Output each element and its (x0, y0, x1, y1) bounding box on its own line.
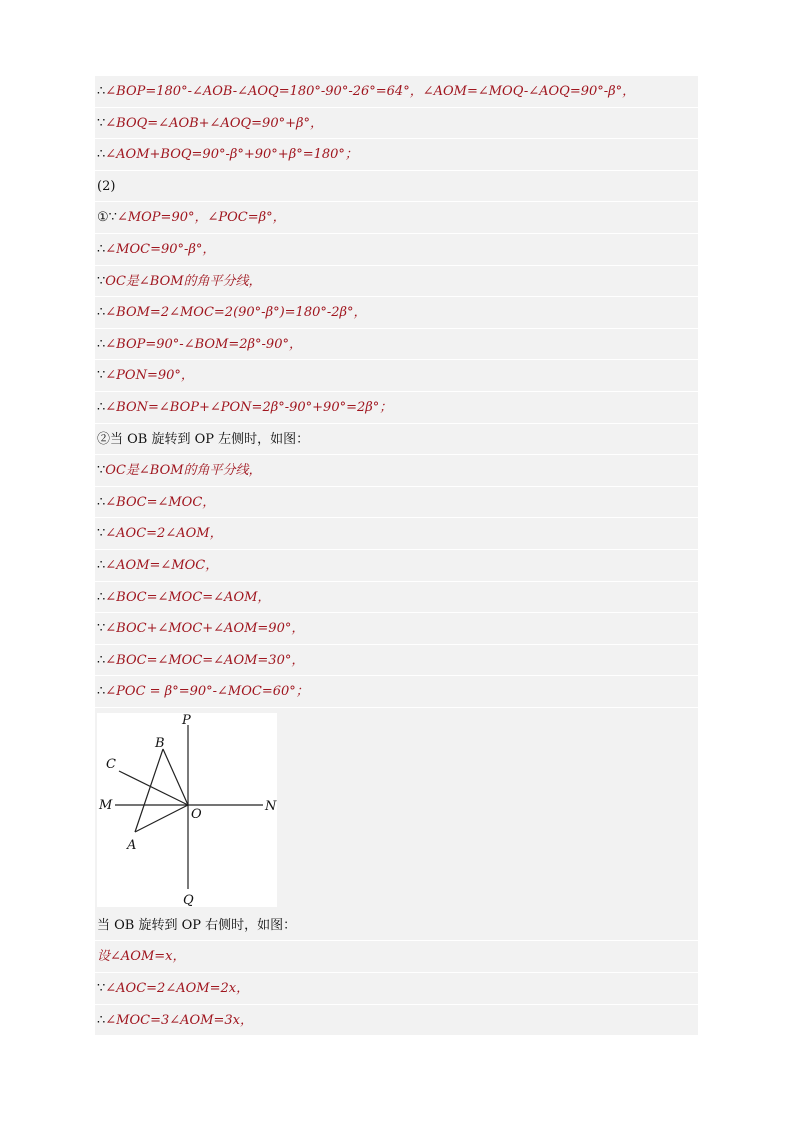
logic-symbol: ∵ (97, 981, 106, 997)
logic-symbol: ∴ (97, 84, 106, 99)
label-B: B (155, 735, 165, 751)
solution-line (95, 424, 698, 456)
logic-symbol: ∵ (97, 621, 106, 637)
solution-line (95, 645, 698, 677)
logic-symbol: ∵ (97, 368, 106, 384)
line-text: ∠AOM+BOQ=90°-β°+90°+β°=180°； (105, 147, 358, 163)
logic-symbol: ∴ (97, 336, 106, 352)
solution-line (95, 360, 698, 392)
line-text: ∠MOP=90°，∠POC=β°， (116, 210, 286, 226)
solution-lines-part2 (95, 910, 698, 1036)
solution-line (95, 139, 698, 171)
line-text: ∠AOC=2∠AOM=2x， (105, 981, 250, 997)
logic-symbol: ∴ (97, 589, 106, 605)
solution-line (95, 941, 698, 973)
label-M: M (99, 797, 113, 813)
solution-line (95, 234, 698, 266)
solution-line (95, 171, 698, 203)
logic-symbol: ∴ (97, 1012, 106, 1028)
line-text: ∠BON=∠BOP+∠PON=2β°-90°+90°=2β°； (105, 399, 393, 415)
solution-lines-part1 (95, 76, 698, 708)
logic-symbol: ∴ (97, 557, 106, 573)
figure-row (95, 708, 698, 910)
line-text: ∠BOC=∠MOC=∠AOM=30°， (105, 652, 305, 668)
logic-symbol: ∴ (97, 241, 106, 257)
solution-line (95, 392, 698, 424)
solution-line (95, 910, 698, 942)
solution-line (95, 613, 698, 645)
line-text: ∠BOM=2∠MOC=2(90°-β°)=180°-2β°， (105, 305, 367, 321)
label-A: A (127, 837, 137, 853)
solution-line (95, 676, 698, 708)
line-text: 当 OB 旋转到 OP 右侧时，如图： (97, 917, 297, 933)
line-text: ∠BOP=90°-∠BOM=2β°-90°， (105, 336, 302, 352)
logic-symbol: ∴ (97, 399, 106, 415)
line-text: ②当 OB 旋转到 OP 左侧时，如图： (97, 431, 310, 447)
solution-line (95, 76, 698, 108)
solution-line (95, 202, 698, 234)
logic-symbol: ∴ (97, 652, 106, 668)
logic-symbol: ∵ (97, 526, 106, 542)
geometry-figure (97, 713, 277, 907)
solution-line (95, 329, 698, 361)
line-text: ∠MOC=90°-β°， (105, 241, 216, 257)
line-text: ∠BOP=180°-∠AOB-∠AOQ=180°-90°-26°=64°，∠AOM=∠MOQ-∠AOQ=90°-β°， (105, 84, 636, 99)
label-Q: Q (183, 892, 194, 907)
logic-symbol: ∴ (97, 494, 106, 510)
solution-line (95, 455, 698, 487)
solution-line (95, 1005, 698, 1037)
solution-line (95, 582, 698, 614)
label-P: P (182, 712, 191, 728)
line-text: ∠AOM=∠MOC， (105, 557, 219, 573)
geometry-diagram (97, 713, 277, 907)
line-text: ∠BOC+∠MOC+∠AOM=90°， (105, 621, 305, 637)
logic-symbol: ∴ (97, 147, 106, 163)
logic-symbol: ∵ (97, 273, 106, 289)
label-C: C (106, 756, 116, 772)
line-text: ∠BOC=∠MOC=∠AOM， (105, 589, 271, 605)
line-text: ∠PON=90°， (105, 368, 194, 384)
solution-line (95, 266, 698, 298)
logic-symbol: ①∵ (97, 210, 117, 226)
line-text: ∠AOC=2∠AOM， (105, 526, 223, 542)
label-N: N (265, 798, 277, 814)
label-O: O (191, 806, 202, 822)
ray-OB (163, 749, 188, 805)
line-text: OC是∠BOM的角平分线， (105, 463, 262, 479)
line-text: ∠BOQ=∠AOB+∠AOQ=90°+β°， (105, 115, 323, 131)
solution-line (95, 108, 698, 140)
solution-line (95, 487, 698, 519)
line-text: ∠MOC=3∠AOM=3x， (105, 1012, 253, 1028)
line-text: 设∠AOM=x， (97, 949, 186, 965)
line-text: (2) (97, 178, 116, 194)
logic-symbol: ∴ (97, 305, 106, 321)
line-text: ∠POC = β°=90°-∠MOC=60°； (105, 684, 309, 700)
logic-symbol: ∴ (97, 684, 106, 700)
solution-line (95, 518, 698, 550)
line-text: ∠BOC=∠MOC， (105, 494, 216, 510)
logic-symbol: ∵ (97, 115, 106, 131)
logic-symbol: ∵ (97, 463, 106, 479)
solution-content (95, 76, 698, 1036)
solution-line (95, 973, 698, 1005)
solution-line (95, 297, 698, 329)
line-text: OC是∠BOM的角平分线， (105, 273, 262, 289)
solution-line (95, 550, 698, 582)
